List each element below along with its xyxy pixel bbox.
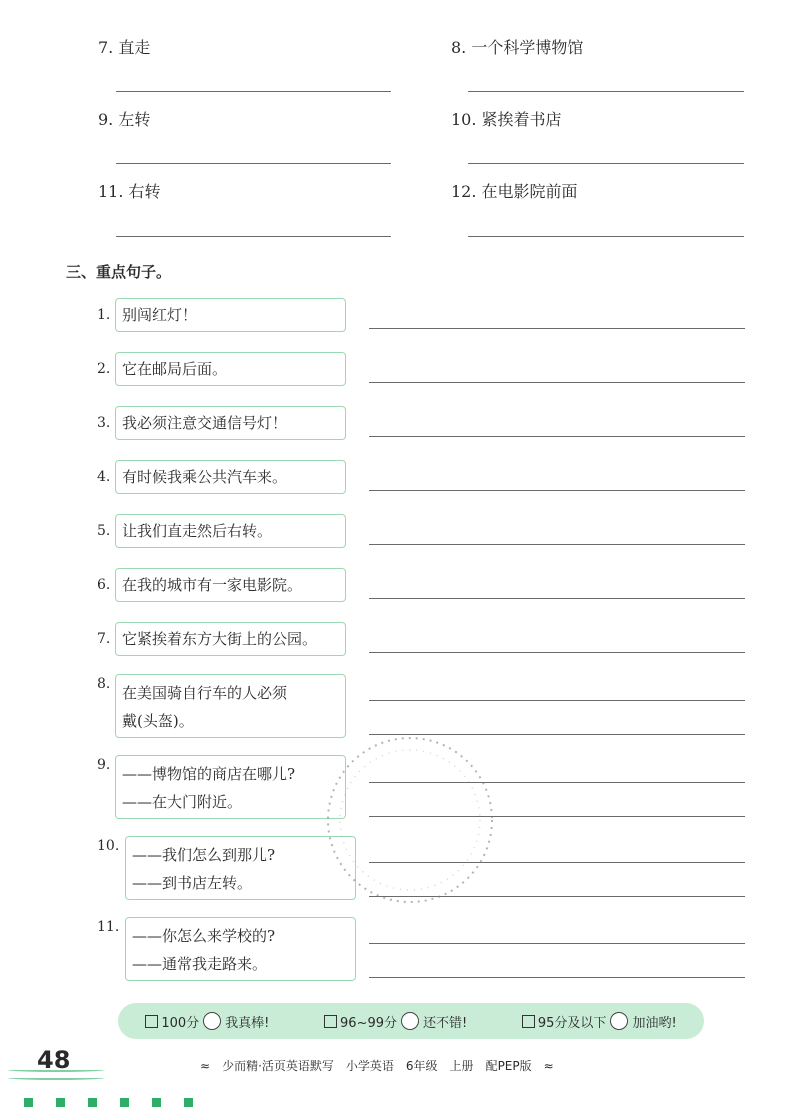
sentence-text: ——你怎么来学校的? — [132, 927, 276, 945]
sentence-number: 3. — [97, 415, 111, 431]
answer-line — [116, 91, 391, 92]
answer-line — [369, 490, 745, 491]
sentence-box-6 — [115, 568, 346, 602]
wave-decoration — [8, 1076, 104, 1080]
sentence-number: 8. — [97, 676, 111, 692]
answer-line — [116, 236, 391, 237]
grade: 6年级 — [405, 1059, 438, 1073]
sentence-text: 我必须注意交通信号灯！ — [122, 414, 288, 432]
book-title: 少而精·活页英语默写 — [222, 1059, 334, 1073]
vocab-item-12: 12. 在电影院前面 — [451, 182, 578, 201]
answer-line — [369, 977, 745, 978]
sentence-box-5 — [115, 514, 346, 548]
double-wave-icon: ≈ — [543, 1058, 554, 1073]
answer-line — [369, 328, 745, 329]
answer-line — [369, 382, 745, 383]
vocab-item-8: 8. 一个科学博物馆 — [451, 38, 584, 57]
vocab-item-11: 11. 右转 — [98, 182, 161, 201]
sentence-box-7 — [115, 622, 346, 656]
sentence-number: 6. — [97, 577, 111, 593]
edition: 配PEP版 — [485, 1059, 532, 1073]
checkbox-icon[interactable] — [324, 1015, 337, 1028]
sentence-text: ——博物馆的商店在哪儿? — [122, 765, 296, 783]
sentence-text: 它紧挨着东方大街上的公园。 — [122, 630, 318, 648]
answer-line — [468, 91, 744, 92]
volume: 上册 — [449, 1059, 474, 1073]
rating-option-1[interactable]: 100分 我真棒! — [145, 1012, 269, 1031]
sentence-text: 有时候我乘公共汽车来。 — [122, 468, 288, 486]
sentence-text: ——我们怎么到那儿? — [132, 846, 276, 864]
green-square-decoration — [88, 1098, 97, 1107]
sentence-text: ——到书店左转。 — [132, 874, 253, 892]
sentence-text: ——通常我走路来。 — [132, 955, 268, 973]
answer-line — [116, 163, 391, 164]
green-square-decoration — [56, 1098, 65, 1107]
answer-line — [369, 700, 745, 701]
vocab-item-9: 9. 左转 — [98, 110, 151, 129]
book-info — [200, 1057, 620, 1074]
sentence-text: 戴(头盔)。 — [122, 712, 194, 730]
sentence-box-1 — [115, 298, 346, 332]
rating-option-3[interactable]: 95分及以下 加油哟! — [522, 1012, 677, 1031]
self-rating-bar — [118, 1003, 704, 1039]
sentence-number: 11. — [97, 919, 120, 935]
green-square-decoration — [152, 1098, 161, 1107]
green-square-decoration — [184, 1098, 193, 1107]
smiley-face-icon — [401, 1012, 419, 1030]
cheer-face-icon — [610, 1012, 628, 1030]
sentence-number: 10. — [97, 838, 120, 854]
sentence-number: 5. — [97, 523, 111, 539]
sentence-text: 让我们直走然后右转。 — [122, 522, 273, 540]
sentence-number: 9. — [97, 757, 111, 773]
sentence-text: ——在大门附近。 — [122, 793, 243, 811]
checkbox-icon[interactable] — [145, 1015, 158, 1028]
sentence-box-2 — [115, 352, 346, 386]
answer-line — [369, 436, 745, 437]
green-square-decoration — [120, 1098, 129, 1107]
sentence-number: 2. — [97, 361, 111, 377]
answer-line — [369, 652, 745, 653]
dotted-stamp-decoration — [310, 720, 510, 920]
sentence-text: 在我的城市有一家电影院。 — [122, 576, 303, 594]
green-square-decoration — [24, 1098, 33, 1107]
rating-option-2[interactable]: 96~99分 还不错! — [324, 1012, 467, 1031]
checkbox-icon[interactable] — [522, 1015, 535, 1028]
answer-line — [468, 163, 744, 164]
sentence-box-3 — [115, 406, 346, 440]
vocab-item-10: 10. 紧挨着书店 — [451, 110, 562, 129]
sentence-box-4 — [115, 460, 346, 494]
thumbs-up-face-icon — [203, 1012, 221, 1030]
answer-line — [369, 598, 745, 599]
sentence-text: 别闯红灯！ — [122, 306, 198, 324]
vocab-item-7: 7. 直走 — [98, 38, 151, 57]
wave-decoration — [8, 1068, 104, 1072]
sentence-text: 它在邮局后面。 — [122, 360, 228, 378]
subject: 小学英语 — [345, 1059, 394, 1073]
double-wave-icon: ≈ — [200, 1058, 211, 1073]
answer-line — [369, 943, 745, 944]
page-number: 48 — [37, 1046, 71, 1074]
sentence-box-11 — [125, 917, 356, 981]
section-title: 三、重点句子。 — [66, 263, 172, 281]
sentence-number: 1. — [97, 307, 111, 323]
sentence-number: 4. — [97, 469, 111, 485]
sentence-number: 7. — [97, 631, 111, 647]
sentence-text: 在美国骑自行车的人必须 — [122, 684, 288, 702]
answer-line — [369, 544, 745, 545]
answer-line — [468, 236, 744, 237]
